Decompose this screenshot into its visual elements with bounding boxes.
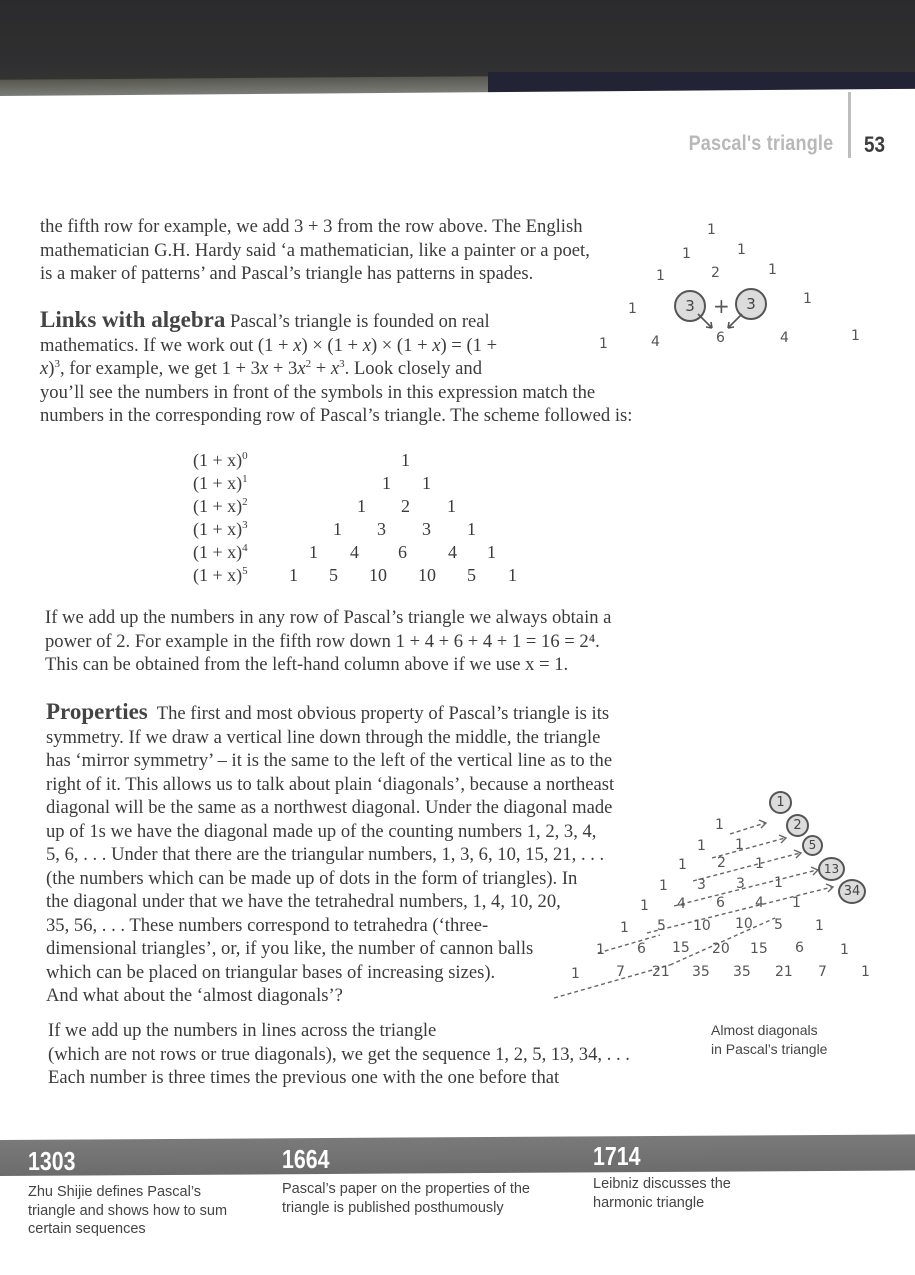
fig-number: 1 bbox=[803, 291, 812, 307]
fig-number: 1 bbox=[755, 856, 764, 872]
header-divider bbox=[848, 92, 851, 158]
scheme-value: 6 bbox=[398, 542, 407, 562]
circled-sum: 34 bbox=[838, 879, 866, 904]
fig-number: 1 bbox=[840, 942, 849, 958]
fig-number: 1 bbox=[571, 966, 580, 982]
fig-number: 1 bbox=[815, 918, 824, 934]
text-line: diagonal will be the same as a northwest diagonal. Under the diagonal made bbox=[46, 797, 613, 818]
fig-number: 3 bbox=[697, 877, 706, 893]
scheme-value: 2 bbox=[401, 496, 410, 516]
scheme-value: 1 bbox=[309, 542, 318, 562]
text-line: x)$^3$, for example, we get $1 + 3x + 3x^2 + x^3$. Look closely and bbox=[40, 357, 482, 379]
fig-number: 10 bbox=[693, 918, 711, 934]
scheme-value: 3 bbox=[422, 519, 431, 539]
scheme-value: 3 bbox=[377, 519, 386, 539]
fig-number: 1 bbox=[774, 875, 783, 891]
timeline-year: 1714 bbox=[593, 1141, 641, 1171]
text-line: If we add up the numbers in lines across the triangle bbox=[48, 1020, 437, 1041]
fig-number: 6 bbox=[637, 941, 646, 957]
text-line: power of 2. For example in the fifth row down 1 + 4 + 6 + 4 + 1 = 16 = 2⁴. bbox=[45, 630, 600, 652]
timeline-description: Pascal’s paper on the properties of the triangle is published posthumously bbox=[282, 1181, 531, 1216]
fig-number: 35 bbox=[692, 964, 710, 980]
fig-number: 2 bbox=[711, 265, 720, 281]
scheme-value: 4 bbox=[350, 542, 359, 562]
fig-number: 1 bbox=[628, 301, 637, 317]
fig-number: 21 bbox=[652, 964, 670, 980]
scheme-value: 1 bbox=[447, 496, 456, 516]
text-line: numbers in the corresponding row of Pascal’s triangle. The scheme followed is: bbox=[40, 405, 633, 426]
fig-number: 6 bbox=[716, 895, 725, 911]
text-line: The first and most obvious property of Pascal’s triangle is its bbox=[147, 703, 610, 724]
fig-number: 5 bbox=[657, 918, 666, 934]
fig-number: 1 bbox=[697, 838, 706, 854]
text-line: 5, 6, . . . Under that there are the triangular numbers, 1, 3, 6, 10, 15, 21, . . . bbox=[46, 844, 605, 865]
closing-paragraph bbox=[48, 1019, 630, 1090]
text-line: And what about the ‘almost diagonals’? bbox=[46, 985, 343, 1006]
scheme-label: $(1 + x)^0$ bbox=[193, 450, 248, 470]
circled-number: 3 bbox=[735, 288, 767, 320]
circled-sum: 2 bbox=[786, 814, 809, 837]
scheme-value: 1 bbox=[487, 542, 496, 562]
fig-number: 1 bbox=[715, 817, 724, 833]
fig-sum-number: 6 bbox=[716, 330, 725, 346]
fig-number: 1 bbox=[620, 920, 629, 936]
properties-paragraph bbox=[46, 700, 614, 1008]
text-line: mathematician G.H. Hardy said ‘a mathematician, like a painter or a poet, bbox=[40, 239, 590, 261]
timeline-year: 1664 bbox=[282, 1144, 330, 1174]
fig-number: 10 bbox=[735, 916, 753, 932]
timeline-bar bbox=[0, 1134, 915, 1176]
fig-number: 2 bbox=[717, 855, 726, 871]
scheme-value: 4 bbox=[448, 542, 457, 562]
section-heading-links: Links with algebra bbox=[40, 307, 226, 332]
timeline-description: Zhu Shijie defines Pascal’s triangle and shows how to sum certain sequences bbox=[28, 1184, 228, 1237]
scheme-value: 1 bbox=[382, 473, 391, 493]
links-paragraph bbox=[40, 308, 632, 428]
text-line: (the numbers which can be made up of dots in the form of triangles). In bbox=[46, 867, 578, 889]
circled-sum: 1 bbox=[769, 791, 792, 814]
fig-number: 7 bbox=[818, 964, 827, 980]
fig-number: 4 bbox=[651, 334, 660, 350]
fig-number: 15 bbox=[672, 940, 690, 956]
scheme-label: $(1 + x)^3$ bbox=[193, 519, 248, 539]
power-paragraph bbox=[45, 606, 611, 677]
scheme-value: 5 bbox=[467, 565, 476, 585]
text-line: If we add up the numbers in any row of Pascal’s triangle we always obtain a bbox=[45, 607, 612, 628]
scheme-value: 1 bbox=[289, 565, 298, 585]
fig-number: 4 bbox=[780, 330, 789, 346]
text-line: mathematics. If we work out (1 + x) × (1 + x) × (1 + x) = (1 + bbox=[40, 334, 498, 356]
text-line: up of 1s we have the diagonal made up of the counting numbers 1, 2, 3, 4, bbox=[46, 820, 597, 842]
text-line: Pascal’s triangle is founded on real bbox=[225, 311, 490, 332]
scheme-value: 1 bbox=[333, 519, 342, 539]
fig-number: 6 bbox=[795, 940, 804, 956]
timeline-description: Leibniz discusses the harmonic triangle bbox=[593, 1176, 731, 1211]
text-line: Each number is three times the previous one with the one before that bbox=[48, 1067, 560, 1088]
fig-number: 1 bbox=[599, 336, 608, 352]
fig-number: 1 bbox=[707, 222, 716, 238]
figure-caption: Almost diagonals in Pascal’s triangle bbox=[711, 1022, 828, 1057]
circled-number: 3 bbox=[674, 290, 706, 322]
fig-number: 1 bbox=[682, 246, 691, 262]
scheme-value: 1 bbox=[401, 450, 410, 470]
text-line: which can be placed on triangular bases of increasing sizes). bbox=[46, 961, 496, 983]
scheme-label: $(1 + x)^5$ bbox=[193, 565, 248, 585]
circled-sum: 5 bbox=[802, 835, 823, 856]
scheme-value: 5 bbox=[329, 565, 338, 585]
fig-number: 1 bbox=[768, 262, 777, 278]
text-line: the diagonal under that we have the tetrahedral numbers, 1, 4, 10, 20, bbox=[46, 891, 561, 912]
fig-number: 1 bbox=[861, 964, 870, 980]
fig-number: 5 bbox=[774, 917, 783, 933]
text-line: you’ll see the numbers in front of the symbols in this expression match the bbox=[40, 381, 596, 403]
scheme-label: $(1 + x)^2$ bbox=[193, 496, 248, 516]
fig-number: 3 bbox=[736, 876, 745, 892]
text-line: symmetry. If we draw a vertical line down through the middle, the triangle bbox=[46, 726, 601, 748]
text-line: the fifth row for example, we add 3 + 3 from the row above. The English bbox=[40, 216, 583, 237]
text-line: dimensional triangles’, or, if you like, the number of cannon balls bbox=[46, 938, 534, 959]
scheme-value: 1 bbox=[467, 519, 476, 539]
fig-number: 21 bbox=[775, 964, 793, 980]
text-line: (which are not rows or true diagonals), we get the sequence 1, 2, 5, 13, 34, . . . bbox=[48, 1043, 630, 1065]
fig-number: 1 bbox=[792, 895, 801, 911]
arrows-icon bbox=[690, 310, 750, 334]
fig-number: 1 bbox=[678, 857, 687, 873]
fig-number: 1 bbox=[659, 878, 668, 894]
scheme-value: 10 bbox=[369, 565, 387, 585]
fig-number: 4 bbox=[755, 895, 764, 911]
section-heading-properties: Properties bbox=[46, 699, 148, 724]
text-line: This can be obtained from the left-hand column above if we use x = 1. bbox=[45, 654, 569, 675]
scheme-value: 1 bbox=[508, 565, 517, 585]
running-head: Pascal's triangle bbox=[688, 132, 833, 155]
scheme-value: 1 bbox=[357, 496, 366, 516]
fig-number: 35 bbox=[733, 964, 751, 980]
fig-number: 1 bbox=[640, 898, 649, 914]
text-line: 35, 56, . . . These numbers correspond to tetrahedra (‘three- bbox=[46, 914, 489, 936]
plus-sign: + bbox=[713, 294, 730, 318]
timeline-year: 1303 bbox=[28, 1146, 76, 1176]
text-line: has ‘mirror symmetry’ – it is the same to the left of the vertical line as to the bbox=[46, 750, 613, 771]
fig-number: 4 bbox=[677, 896, 686, 912]
intro-paragraph bbox=[40, 215, 590, 286]
scheme-label: $(1 + x)^4$ bbox=[193, 542, 248, 562]
text-line: is a maker of patterns’ and Pascal’s triangle has patterns in spades. bbox=[40, 263, 534, 284]
fig-number: 1 bbox=[656, 268, 665, 284]
fig-number: 15 bbox=[750, 941, 768, 957]
fig-number: 7 bbox=[616, 964, 625, 980]
circled-sum: 13 bbox=[818, 857, 845, 881]
page-number: 53 bbox=[864, 132, 886, 157]
fig-number: 1 bbox=[851, 328, 860, 344]
scheme-value: 1 bbox=[422, 473, 431, 493]
fig-number: 1 bbox=[596, 942, 605, 958]
fig-number: 1 bbox=[735, 837, 744, 853]
fig-number: 1 bbox=[737, 242, 746, 258]
scheme-label: $(1 + x)^1$ bbox=[193, 473, 248, 493]
scheme-value: 10 bbox=[418, 565, 436, 585]
text-line: right of it. This allows us to talk about plain ‘diagonals’, because a northeast bbox=[46, 773, 615, 795]
fig-number: 20 bbox=[712, 941, 730, 957]
